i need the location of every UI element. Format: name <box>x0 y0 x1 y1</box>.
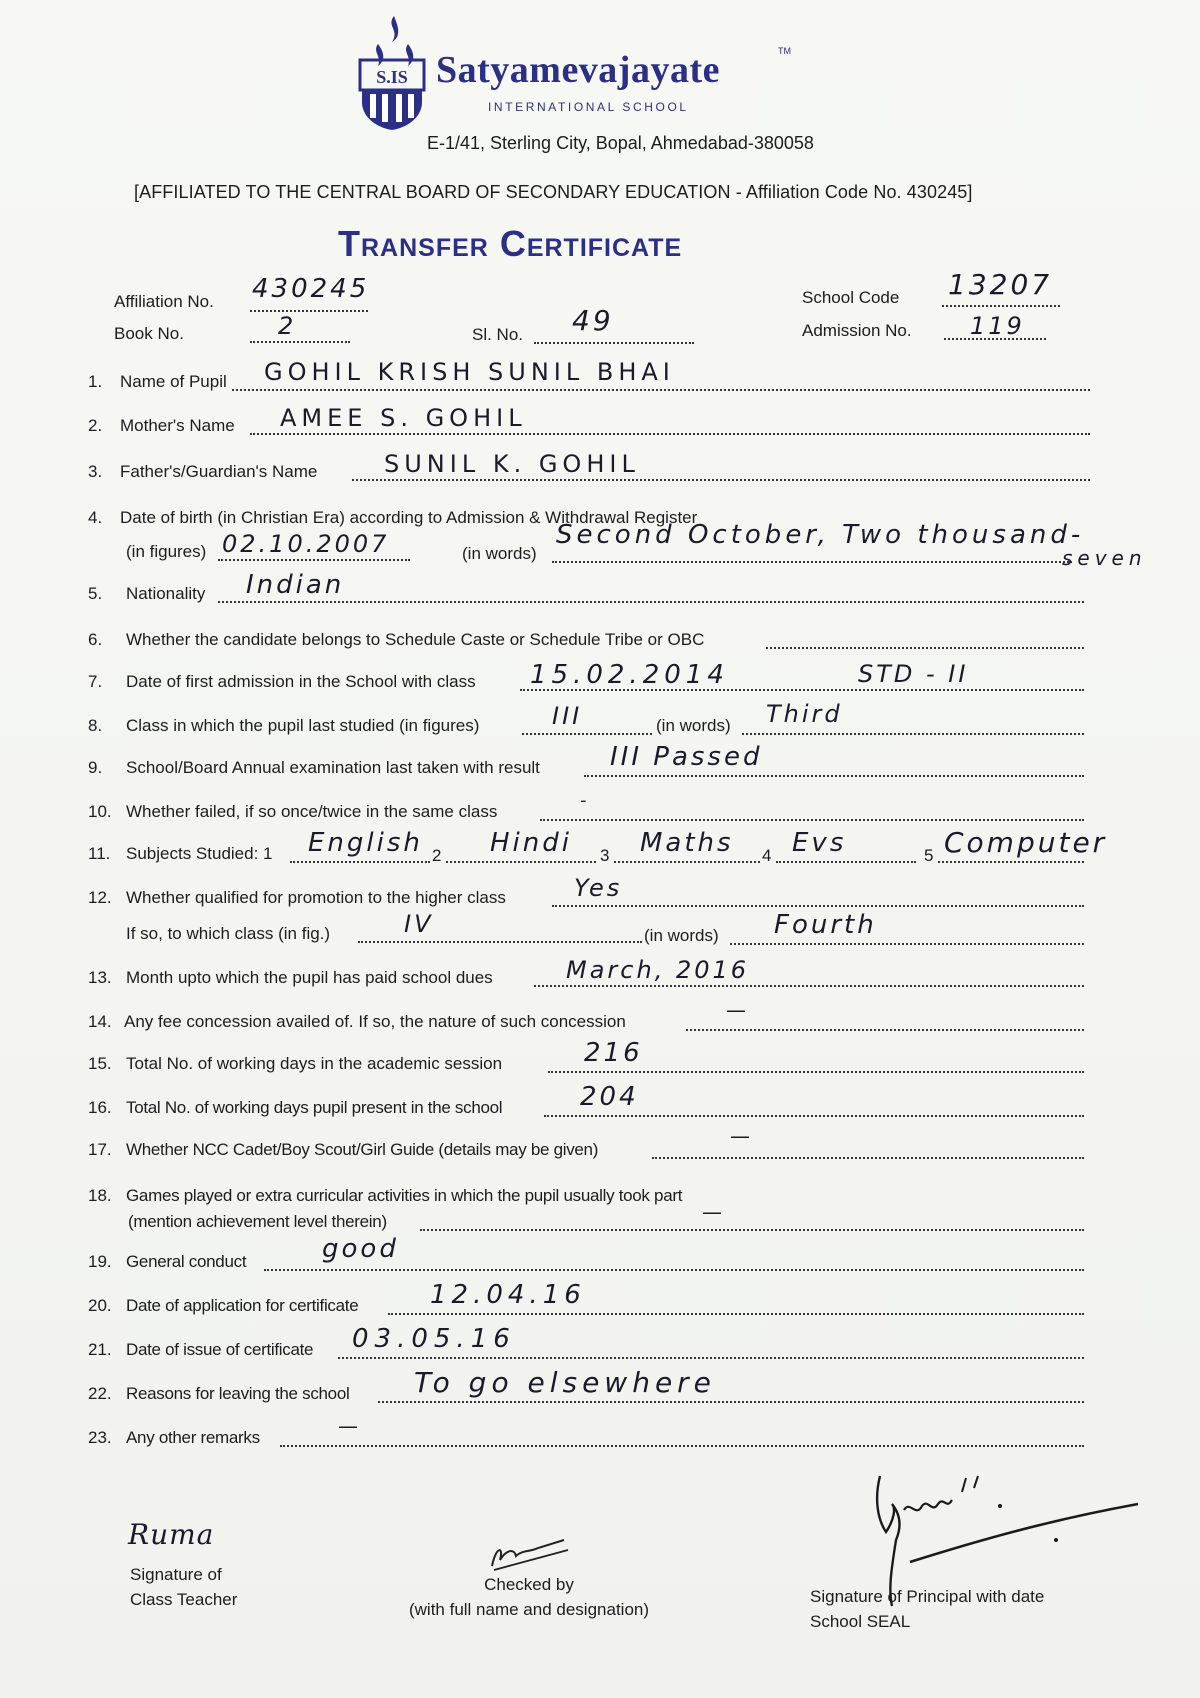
mothers-name-value: AMEE S. GOHIL <box>280 404 527 432</box>
issue-date-value: 03.05.16 <box>352 1324 516 1354</box>
last-class-words-label: (in words) <box>656 716 731 735</box>
field-number: 3. <box>88 462 103 481</box>
activities-label: Games played or extra curricular activities in which the pupil usually took part <box>126 1186 683 1205</box>
principal-signature-caption: Signature of Principal with date School SEAL <box>810 1587 1045 1631</box>
promoted-class-figures-value: IV <box>404 910 434 938</box>
field-number: 18. <box>88 1186 112 1205</box>
exam-result-value: III Passed <box>610 742 763 772</box>
nationality-value: Indian <box>246 570 345 600</box>
ncc-scout-value: — <box>730 1124 753 1148</box>
date-of-birth-label: Date of birth (in Christian Era) according to Admission & Withdrawal Register <box>120 508 698 527</box>
school-name: Satyamevajayate <box>436 49 720 91</box>
failed-label: Whether failed, if so once/twice in the same class <box>126 802 498 821</box>
sl-no-value: 49 <box>572 304 614 337</box>
field-number: 6. <box>88 630 103 649</box>
leaving-reason-value: To go elsewhere <box>414 1366 716 1399</box>
conduct-label: General conduct <box>126 1252 247 1271</box>
issue-date-label: Date of issue of certificate <box>126 1340 314 1359</box>
field-number: 10. <box>88 802 112 821</box>
affiliation-no-value: 430245 <box>252 274 370 304</box>
subject-4-value: Evs <box>792 828 847 858</box>
field-number: 19. <box>88 1252 112 1271</box>
field-number: 20. <box>88 1296 112 1315</box>
conduct-value: good <box>322 1234 399 1264</box>
logo-letters: S.IS <box>376 67 408 87</box>
school-logo-icon <box>356 14 428 132</box>
book-no-label: Book No. <box>114 324 184 343</box>
affiliation-line: [AFFILIATED TO THE CENTRAL BOARD OF SECONDARY EDUCATION - Affiliation Code No. 430245] <box>134 182 973 202</box>
name-of-pupil-label: Name of Pupil <box>120 372 227 391</box>
days-present-value: 204 <box>580 1082 639 1112</box>
field-number: 2. <box>88 416 103 435</box>
field-number: 14. <box>88 1012 112 1031</box>
dues-label: Month upto which the pupil has paid school dues <box>126 968 493 987</box>
application-date-value: 12.04.16 <box>430 1280 586 1310</box>
promotion-value: Yes <box>574 874 623 902</box>
subject-4-number: 4 <box>762 846 772 865</box>
days-present-label: Total No. of working days pupil present in the school <box>126 1098 503 1117</box>
sl-no-label: Sl. No. <box>472 325 524 344</box>
field-number: 7. <box>88 672 103 691</box>
fathers-name-value: SUNIL K. GOHIL <box>384 450 640 478</box>
field-number: 21. <box>88 1340 112 1359</box>
field-number: 16. <box>88 1098 112 1117</box>
fee-concession-label: Any fee concession availed of. If so, the nature of such concession <box>124 1012 626 1031</box>
working-days-value: 216 <box>584 1038 643 1068</box>
affiliation-no-label: Affiliation No. <box>114 292 214 311</box>
checker-signature-icon <box>486 1536 576 1572</box>
school-address: E-1/41, Sterling City, Bopal, Ahmedabad-380058 <box>427 133 814 153</box>
promoted-class-words-value: Fourth <box>774 910 877 940</box>
field-number: 22. <box>88 1384 112 1403</box>
field-number: 4. <box>88 508 103 527</box>
other-remarks-label: Any other remarks <box>126 1428 260 1447</box>
school-subtitle: INTERNATIONAL SCHOOL <box>488 100 689 114</box>
dob-words-value-2: seven <box>1062 546 1147 570</box>
admission-no-value: 119 <box>970 312 1025 340</box>
subject-2-number: 2 <box>432 846 442 865</box>
first-admission-class-value: STD - II <box>858 660 969 688</box>
first-admission-date-value: 15.02.2014 <box>530 660 729 690</box>
school-code-label: School Code <box>802 288 900 307</box>
field-number: 8. <box>88 716 103 735</box>
nationality-label: Nationality <box>126 584 206 603</box>
ncc-scout-label: Whether NCC Cadet/Boy Scout/Girl Guide (details may be given) <box>126 1140 599 1159</box>
admission-no-label: Admission No. <box>802 321 912 340</box>
activities-value: — <box>702 1200 725 1224</box>
subjects-label: Subjects Studied: 1 <box>126 844 273 863</box>
mothers-name-label: Mother's Name <box>120 416 235 435</box>
field-number: 17. <box>88 1140 112 1159</box>
field-number: 23. <box>88 1428 112 1447</box>
last-class-words-value: Third <box>766 700 843 728</box>
promoted-class-words-label: (in words) <box>644 926 719 945</box>
dob-figures-value: 02.10.2007 <box>222 530 390 558</box>
other-remarks-value: — <box>338 1414 361 1438</box>
class-teacher-signature-caption: Signature of Class Teacher <box>130 1565 238 1609</box>
class-teacher-signature: Ruma <box>128 1518 215 1551</box>
book-no-value: 2 <box>278 312 297 340</box>
dob-words-label: (in words) <box>462 544 537 563</box>
fathers-name-label: Father's/Guardian's Name <box>120 462 318 481</box>
working-days-label: Total No. of working days in the academic session <box>126 1054 503 1073</box>
field-number: 1. <box>88 372 103 391</box>
promotion-label: Whether qualified for promotion to the higher class <box>126 888 506 907</box>
dues-value: March, 2016 <box>566 956 750 984</box>
first-admission-label: Date of first admission in the School with class <box>126 672 476 691</box>
last-class-label: Class in which the pupil last studied (in figures) <box>126 716 480 735</box>
field-number: 9. <box>88 758 103 777</box>
checked-by-caption: Checked by (with full name and designation) <box>408 1575 650 1619</box>
dob-figures-label: (in figures) <box>126 542 207 561</box>
subject-5-value: Computer <box>944 826 1108 859</box>
field-number: 15. <box>88 1054 112 1073</box>
failed-value: - <box>580 790 590 811</box>
exam-result-label: School/Board Annual examination last taken with result <box>126 758 540 777</box>
subject-3-value: Maths <box>640 828 734 858</box>
subject-3-number: 3 <box>600 846 610 865</box>
promoted-class-label: If so, to which class (in fig.) <box>126 924 331 943</box>
last-class-figures-value: III <box>552 702 583 730</box>
application-date-label: Date of application for certificate <box>126 1296 359 1315</box>
field-number: 5. <box>88 584 103 603</box>
subject-1-value: English <box>308 828 423 858</box>
school-code-value: 13207 <box>948 268 1053 301</box>
document-title: Transfer Certificate <box>338 223 683 264</box>
dob-words-value: Second October, Two thousand- <box>556 520 1085 550</box>
subject-2-value: Hindi <box>490 828 572 858</box>
name-of-pupil-value: GOHIL KRISH SUNIL BHAI <box>264 358 675 386</box>
caste-category-label: Whether the candidate belongs to Schedule Caste or Schedule Tribe or OBC <box>126 630 705 649</box>
leaving-reason-label: Reasons for leaving the school <box>126 1384 350 1403</box>
fee-concession-value: — <box>726 998 749 1022</box>
field-number: 11. <box>88 844 111 863</box>
trademark-mark: TM <box>778 46 791 56</box>
field-number: 13. <box>88 968 112 987</box>
activities-sub-label: (mention achievement level therein) <box>128 1212 387 1231</box>
field-number: 12. <box>88 888 112 907</box>
subject-5-number: 5 <box>924 846 934 865</box>
